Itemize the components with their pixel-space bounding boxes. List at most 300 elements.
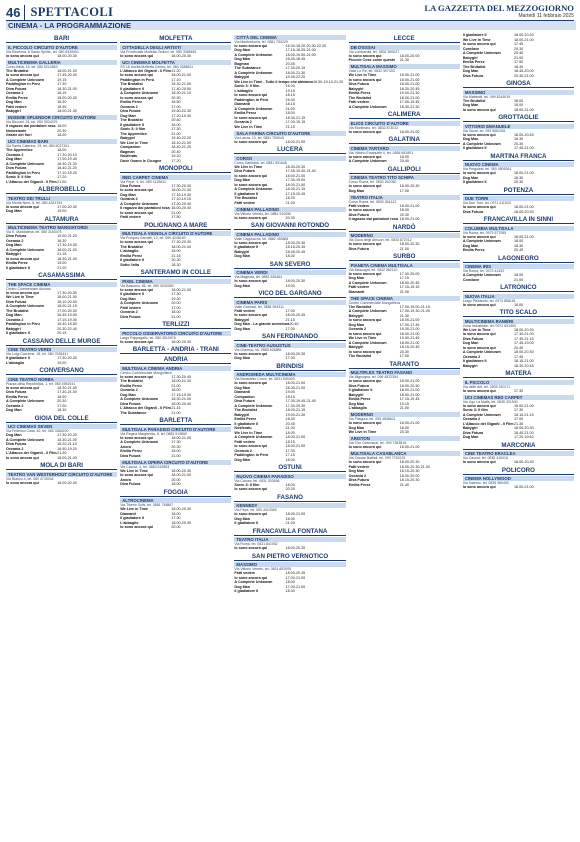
- screening-row: [120, 263, 231, 268]
- film-title: Il gladiatore II: [462, 180, 487, 184]
- cinema-address: Via Roma, tel. 0973 577085: [462, 230, 507, 235]
- screening-row: [6, 331, 117, 336]
- film-title: Sonic 3: Il film: [6, 175, 31, 179]
- cinema-name: CINEMA TARTARO: [349, 146, 460, 151]
- showtimes: 18.00-20.30: [513, 350, 534, 354]
- showtimes: 18.00-21.00: [285, 444, 306, 448]
- film-title: Diva Futura: [234, 399, 255, 403]
- film-title: Io sono ancora qui: [348, 445, 382, 449]
- showtimes: 18.00-20.30-21.00: [399, 464, 430, 469]
- film-title: L'Attacco dei Giganti - Il Film: [6, 451, 57, 455]
- showtimes: 17.30-20.15: [285, 66, 306, 70]
- cinema-address: Via Due Torri, tel. 0971 411543: [462, 201, 511, 205]
- screening-row: [463, 364, 574, 369]
- cinema-name: CITTADELLA DEGLI ARTISTI: [120, 45, 231, 50]
- film-title: Il gladiatore II: [348, 388, 373, 392]
- showtimes: 17.30: [285, 356, 295, 360]
- cinema-address: Corso Italia, 15, tel. 080 5214563: [6, 64, 58, 69]
- city-heading: GINOSA: [463, 80, 574, 88]
- film-title: Oceania 2: [6, 238, 24, 243]
- cinema-address: Via Gramsci, tel. 0883 626885: [234, 347, 282, 352]
- cinema-address: Via Lombardia, tel. 0832 390027: [348, 49, 400, 54]
- city-heading: FRANCAVILLA FONTANA: [234, 528, 345, 536]
- showtimes: 18.00-21.00: [399, 421, 420, 425]
- showtimes: 20.30: [513, 180, 524, 184]
- showtimes: 18.00-21.00: [285, 182, 306, 187]
- showtimes: 21.00: [513, 277, 524, 282]
- film-title: Io sono ancora qui: [234, 93, 268, 97]
- showtimes: 18.45: [57, 104, 67, 109]
- film-title: L'Attacco dei Giganti - Il Film: [120, 406, 171, 410]
- film-title: Dog Man: [6, 313, 22, 317]
- film-title: Io sono ancora qui: [234, 115, 268, 120]
- showtimes: 18.00-21.00: [399, 392, 420, 397]
- showtimes: 18.30: [285, 589, 295, 593]
- showtimes: 17.00: [171, 305, 181, 310]
- showtimes: 20.45: [285, 421, 295, 426]
- showtimes: 17.30-20.10: [57, 152, 77, 157]
- film-title: Io sono ancora qui: [120, 339, 153, 344]
- film-title: The Brutalist: [348, 95, 372, 100]
- showtimes: 18.00: [399, 425, 409, 430]
- film-title: Nosferatu: [234, 426, 252, 430]
- screening-row: [234, 458, 345, 463]
- showtimes: 19.45-22.20: [285, 75, 306, 79]
- showtimes: 18.00-21.00: [57, 295, 77, 299]
- cinema-address: Corso Garibaldi, tel. 0881 901645: [234, 160, 287, 165]
- showtimes: 18.00: [171, 388, 181, 392]
- showtimes: 17.10: [171, 77, 181, 82]
- screening-row: [234, 589, 345, 594]
- film-title: Emilia Perez: [462, 248, 485, 252]
- film-title: The Brutalist: [120, 118, 143, 122]
- film-title: Diva Futura: [348, 212, 369, 217]
- showtimes: 17.30: [171, 292, 181, 296]
- showtimes: 18.00-21.00: [513, 234, 534, 239]
- film-title: Babygirl: [462, 426, 478, 430]
- film-title: Io sono ancora qui: [120, 473, 153, 477]
- film-title: Babygirl: [6, 109, 21, 113]
- showtimes: 16.45-18.45: [285, 57, 306, 61]
- screening-row: [6, 209, 117, 214]
- city-heading: CASAMASSIMA: [6, 272, 117, 280]
- cinema-name: MODERNO: [349, 412, 460, 417]
- showtimes: 17.30: [513, 408, 524, 412]
- showtimes: 18.15: [285, 102, 295, 106]
- screening-row: [6, 109, 117, 114]
- showtimes: 17.00: [285, 308, 295, 313]
- film-title: The Brutalist: [234, 196, 257, 200]
- showtimes: 20.00: [171, 525, 181, 529]
- film-title: Io sono ancora qui: [462, 302, 496, 307]
- showtimes: 18.00-20.30: [285, 240, 306, 245]
- showtimes: 17.30-20.30: [57, 356, 77, 360]
- showtimes: 17.30-19.30: [57, 243, 77, 247]
- cinema-address: Via Giusti, tel. 099 5661051: [462, 128, 506, 133]
- city-heading: BRINDISI: [234, 363, 345, 371]
- showtimes: 18.30-21.00: [57, 256, 77, 261]
- cinema-name: SALA FARINA CIRCUITO D'AUTORE: [234, 131, 345, 136]
- screening-row: [234, 125, 345, 130]
- cinema-address: Zona Industriale, tel. 0971 651900: [462, 323, 516, 328]
- showtimes: 17.30-21.15: [513, 336, 534, 341]
- film-title: L'Attacco dei Giganti - Il Film: [462, 421, 514, 426]
- page-number: 46: [6, 5, 25, 20]
- film-title: Dog Man: [462, 103, 479, 107]
- film-title: L'abbaglio: [120, 520, 139, 525]
- showtimes: 17.45-20.30: [57, 73, 77, 77]
- cinema-address: Via Cavour, tel. 0831 303456: [234, 478, 280, 483]
- cinema-name: CINEMA VERDI: [234, 270, 345, 275]
- showtimes: 18.00-20.30: [171, 53, 192, 58]
- cinema-name: UCI CINEMAS BARI: [6, 139, 117, 144]
- cinema-name: VITTORIO EMANUELE: [463, 124, 574, 129]
- showtimes: 20.30-22.40: [57, 326, 77, 331]
- showtimes: 21.15: [171, 253, 181, 258]
- film-title: The Brutalist: [120, 244, 143, 249]
- cinema-name: MULTISALA VIGNOLA CIRCUITO D'AUTORE: [120, 231, 231, 236]
- city-heading: LECCE: [349, 35, 460, 43]
- showtimes: 17.00-19.40: [57, 157, 77, 161]
- film-title: Io sono ancora qui: [120, 525, 153, 529]
- showtimes: 21.00: [285, 106, 295, 111]
- showtimes: 16.50-19.10-21.20: [313, 79, 344, 84]
- showtimes: 18.10-21.00: [171, 140, 192, 145]
- cinema-name: MASSIMO: [463, 90, 574, 95]
- cinema-address: Via Vittorio Emanuele II, tel. 0836 561801: [348, 150, 414, 155]
- city-heading: OSTUNI: [234, 464, 345, 472]
- film-title: Dog Man: [234, 57, 250, 61]
- showtimes: 18.10-20.50: [57, 299, 77, 304]
- film-title: Dog Man: [234, 457, 250, 462]
- film-title: We Live in Time: [348, 336, 377, 340]
- showtimes: 17.00-17.45: [399, 322, 420, 327]
- cinema-address: Via Federico Calia, 40, tel. 080 3484200: [6, 429, 69, 433]
- cinema-address: Via Cavour, tel. 0835 416016: [462, 456, 508, 460]
- screening-row: [234, 140, 345, 145]
- city-heading: MARCONIA: [463, 442, 574, 450]
- film-title: Fatti vedere: [234, 200, 256, 205]
- film-title: Emilia Perez: [120, 253, 142, 258]
- film-title: Io sono ancora qui: [462, 107, 496, 112]
- film-title: Dog Man: [120, 296, 136, 301]
- cinema-address: Via Santa Caterina, 19, tel. 080 5027341: [6, 144, 70, 148]
- film-title: Diamanti: [120, 511, 136, 516]
- showtimes: 20.00: [171, 477, 181, 482]
- film-title: A Complete Unknown: [462, 141, 501, 146]
- showtimes: 18.00-21.00: [513, 107, 534, 112]
- showtimes: 18.00: [171, 122, 181, 127]
- showtimes: 17.45: [513, 42, 524, 46]
- film-title: Io sono ancora qui: [120, 95, 153, 100]
- screening-row: [120, 315, 231, 320]
- showtimes: 18.30-20.45: [399, 86, 420, 91]
- film-title: Io sono ancora qui: [6, 480, 39, 485]
- showtimes: 19.00: [513, 103, 524, 107]
- city-heading: LATRONICO: [463, 284, 574, 292]
- film-title: Diva Futura: [120, 314, 141, 319]
- showtimes: 18.00-21.00: [171, 435, 192, 440]
- screening-row: [349, 130, 460, 135]
- film-title: Diamanti: [348, 289, 365, 294]
- showtimes: 18.30-21.00: [285, 385, 306, 390]
- showtimes: 18.00: [285, 430, 295, 435]
- showtimes: 17.00: [285, 326, 295, 331]
- showtimes: 20.40: [399, 159, 409, 163]
- film-title: Io sono ancora qui: [120, 374, 153, 379]
- film-title: Io sono ancora qui: [348, 318, 382, 322]
- film-title: Io sono ancora qui: [348, 271, 382, 276]
- showtimes: 20.45: [513, 248, 524, 252]
- showtimes: 17.00: [399, 188, 409, 193]
- film-title: The Brutalist: [348, 354, 372, 358]
- film-title: Io sono ancora qui: [120, 240, 153, 244]
- screening-row: [120, 159, 231, 164]
- showtimes: 18.00-20.30: [171, 339, 192, 344]
- cinema-name: PIANETA CINEMA MULTISALA: [349, 263, 460, 268]
- film-title: Dog Man: [462, 435, 479, 439]
- showtimes: 19.15: [285, 88, 295, 93]
- film-title: Io sono ancora qui: [462, 234, 496, 239]
- showtimes: 18.00-21.00: [171, 244, 192, 249]
- film-title: Sonic 3: Il film: [234, 84, 260, 88]
- showtimes: 17.30-20.20: [57, 433, 77, 437]
- city-heading: TERLIZZI: [120, 321, 231, 329]
- cinema-name: MODERNO: [349, 233, 460, 238]
- cinema-name: UCI CINEMAS SEVEN: [6, 424, 117, 429]
- showtimes: 20.30: [399, 430, 409, 434]
- film-title: A Complete Unknown: [234, 52, 273, 57]
- film-title: Bagman: [120, 149, 135, 154]
- showtimes: 18.15: [285, 439, 295, 444]
- film-title: Io sono ancora qui: [462, 388, 496, 393]
- screening-row: [349, 406, 460, 411]
- cinema-name: CINEMA PALLADINO: [234, 207, 345, 212]
- film-title: Conclave: [462, 277, 480, 282]
- film-title: Dog Man: [348, 188, 365, 193]
- film-title: A Complete Unknown: [6, 304, 44, 308]
- film-title: Babygirl: [234, 75, 250, 79]
- showtimes: 17.00: [399, 354, 409, 358]
- film-title: Dog Man: [6, 209, 22, 213]
- cinema-name: THE SPACE CINEMA: [349, 296, 460, 301]
- film-title: Il ragazzo dai pantaloni rosa: [6, 124, 56, 128]
- film-title: Diva Futura: [120, 453, 141, 458]
- showtimes: 19.00-21.20: [57, 234, 77, 238]
- showtimes: 21.15: [285, 317, 295, 322]
- showtimes: 17.15: [285, 453, 295, 457]
- film-title: We Live in Time: [234, 124, 263, 129]
- showtimes: 18.30: [285, 417, 295, 421]
- page-header: [6, 4, 574, 21]
- cinema-address: Via Bianco 4, tel. 080 4740034: [6, 476, 54, 481]
- film-title: Emilia Perez: [348, 397, 371, 401]
- film-title: Io sono ancora qui: [234, 240, 268, 245]
- showtimes: 18.15-20.30: [399, 478, 420, 482]
- showtimes: 21.00: [171, 131, 181, 136]
- film-title: Il gladiatore II: [462, 359, 487, 363]
- film-title: Io sono ancora qui: [234, 215, 268, 220]
- film-title: Io sono ancora qui: [6, 385, 39, 390]
- film-title: A Complete Unknown: [234, 403, 273, 408]
- showtimes: 16.50-19.20: [57, 446, 77, 451]
- screening-row: [463, 460, 574, 465]
- city-heading: SAN SEVERO: [234, 261, 345, 269]
- film-title: The Brutalist: [6, 308, 29, 313]
- screening-row: [349, 58, 460, 63]
- cinema-address: Via Ugo La Malfa, tel. 0835 331540: [462, 399, 518, 404]
- showtimes: 17.00-21.00: [285, 575, 306, 580]
- cinema-address: Via Pitagora, tel. 099 4536621: [348, 417, 396, 421]
- showtimes: 18.15-20.45: [285, 245, 306, 249]
- film-title: We Live in Time: [120, 468, 148, 473]
- showtimes: 18.30: [513, 64, 524, 69]
- film-title: Dog Man: [234, 356, 250, 360]
- showtimes: 18.00-20.45: [399, 280, 420, 285]
- cinema-name: CINEMA HOLLYWOOD: [463, 476, 574, 481]
- film-title: Dog Man: [234, 283, 250, 288]
- film-title: Io sono ancora qui: [234, 173, 268, 178]
- cinema-address: Via Luigi Carcione, 18, tel. 080 7635441: [6, 352, 69, 356]
- cinema-address: Centro Commerciale Mongolfiera: [120, 370, 172, 375]
- film-title: Dog Man: [234, 326, 250, 331]
- film-title: L'abbaglio: [348, 406, 367, 410]
- showtimes: 18.00-21.00: [399, 445, 420, 449]
- cinema-address: Via Pergolesi, tel. 080 4805261: [462, 167, 512, 171]
- city-heading: GALLIPOLI: [349, 166, 460, 174]
- film-title: We Live in Time: [234, 164, 263, 169]
- film-title: L'abbaglio: [120, 249, 139, 253]
- cinema-name: KENNEDY: [234, 503, 345, 508]
- showtimes: 16.45-19.00: [57, 313, 77, 317]
- showtimes: 21.30: [57, 451, 67, 455]
- cinema-name: CORSO: [234, 156, 345, 161]
- cinema-name: ANDROMEDA MULTICINEMA: [234, 372, 345, 377]
- cinema-address: Via delle Arti, tel. 0835 330171: [462, 384, 511, 389]
- cinema-address: Via Pepe, 4, tel. 080 4135611: [120, 179, 167, 184]
- film-title: Io sono ancora qui: [462, 132, 496, 137]
- showtimes: 19.00: [57, 360, 67, 365]
- showtimes: 18.00-20.30: [171, 507, 192, 511]
- film-title: Io sono ancora qui: [120, 435, 153, 440]
- film-title: Dog Man: [462, 175, 479, 180]
- city-heading: TITO SCALO: [463, 309, 574, 317]
- showtimes: 18.00-20.30: [513, 460, 534, 464]
- film-title: Il gladiatore II: [120, 292, 144, 296]
- cinema-address: Corso Roma, tel. 0833 264122: [348, 199, 397, 204]
- screening-row: [349, 105, 460, 110]
- film-title: Sotto l'alta: [120, 262, 139, 267]
- showtimes: 18.15: [285, 394, 295, 399]
- screening-row: [6, 54, 117, 59]
- showtimes: 17.30-20.30: [171, 183, 192, 188]
- cinema-name: NUOVO CINEMA PARADISO: [234, 474, 345, 479]
- screening-row: [234, 327, 345, 332]
- showtimes: 18.00: [57, 394, 67, 399]
- film-title: The Apprentice: [120, 131, 147, 136]
- showtimes: 20.40: [513, 345, 524, 350]
- showtimes: 17.30-19.45-21.45: [285, 399, 316, 403]
- film-title: Paddington in Perù: [6, 82, 40, 86]
- showtimes: 18.00-21.00: [399, 82, 420, 86]
- city-heading: MATERA: [463, 370, 574, 378]
- cinema-address: Via Cesare Battisti, tel. 099 7762215: [348, 456, 406, 460]
- cinema-name: ALTROCINEMA: [120, 498, 231, 503]
- cinema-address: Via Tiberio Solis, tel. 0881 748867: [120, 503, 174, 507]
- showtimes: 21.00: [171, 410, 181, 415]
- film-title: Diva Futura: [120, 401, 141, 406]
- film-title: A Complete Unknown: [234, 106, 273, 111]
- film-title: A Complete Unknown: [462, 350, 501, 354]
- screening-row: [120, 54, 231, 59]
- showtimes: 18.00-21.00: [171, 287, 192, 292]
- showtimes: 18.00-21.00: [399, 73, 420, 77]
- film-title: Io sono ancora qui: [462, 205, 496, 209]
- showtimes: 18.00-21.15: [57, 304, 77, 308]
- section-title: SPETTACOLI: [30, 5, 114, 19]
- film-title: Oceania 2: [462, 417, 481, 421]
- showtimes: 18.00-19.00-21.00: [285, 52, 316, 57]
- film-title: Diva Futura: [120, 109, 141, 113]
- showtimes: 18.00: [513, 98, 524, 103]
- cinema-name: NUOVO CINEMA: [463, 162, 574, 167]
- showtimes: 17.00-19.30-21.00: [399, 309, 430, 313]
- film-title: Io sono ancora qui: [348, 208, 382, 212]
- screening-row: [234, 254, 345, 259]
- showtimes: 18.00-20.30: [285, 279, 306, 283]
- screening-row: [463, 389, 574, 394]
- showtimes: 20.40: [289, 322, 299, 326]
- cinema-address: Piazza della Repubblica, 1, tel. 080 4951541: [6, 381, 76, 386]
- film-title: Oceania 2: [6, 403, 24, 408]
- city-heading: MOLFETTA: [120, 35, 231, 43]
- screening-row: [349, 217, 460, 222]
- film-title: Io sono ancora qui: [120, 188, 153, 192]
- showtimes: 18.00: [57, 148, 67, 152]
- screening-row: [6, 133, 117, 138]
- film-title: Io sono ancora qui: [348, 331, 382, 336]
- showtimes: 18.00-20.30: [513, 327, 534, 332]
- city-heading: BARLETTA - ANDRIA - TRANI: [120, 346, 231, 354]
- showtimes: 17.15-19.30: [171, 392, 192, 397]
- showtimes: 21.20: [171, 68, 181, 73]
- film-title: Io sono ancora qui: [348, 77, 382, 82]
- showtimes: 18.30-20.30: [285, 164, 306, 169]
- cinema-address: Via Pepe, tel. 080 4413345: [234, 508, 277, 512]
- showtimes: 18.00-21.00: [285, 139, 306, 144]
- film-title: Io sono ancora qui: [462, 403, 496, 408]
- city-heading: SAN GIOVANNI ROTONDO: [234, 222, 345, 230]
- showtimes: 18.00-21.00: [171, 473, 192, 477]
- showtimes: 18.00-21.00: [513, 205, 534, 209]
- film-title: Io sono ancora qui: [234, 444, 268, 448]
- cinema-address: Via Buccari, 24, tel. 080 5504376: [6, 120, 58, 124]
- showtimes: 17.30-20.45: [171, 374, 192, 379]
- film-title: The Brutalist: [234, 408, 257, 412]
- showtimes: 18.00-20.00: [399, 473, 420, 478]
- film-title: Sonic 3: Il film: [234, 482, 260, 487]
- film-title: Il ragazzo dai pantaloni rosa: [348, 217, 398, 221]
- cinema-name: TEATRO DEI TRULLI: [6, 196, 117, 201]
- showtimes: 18.30: [171, 262, 181, 267]
- showtimes: 21.00: [285, 521, 295, 525]
- showtimes: 17.20: [171, 158, 181, 163]
- cinema-name: MULTISALA PARADISO CIRCUITO D'AUTORE: [120, 427, 231, 432]
- film-title: Sonic 3: Il film: [120, 127, 146, 131]
- cinema-address: Via Vittorio Veneto, tel. 0831 652009: [234, 567, 292, 571]
- showtimes: 18.00: [57, 133, 67, 137]
- showtimes: 17.00: [513, 417, 524, 421]
